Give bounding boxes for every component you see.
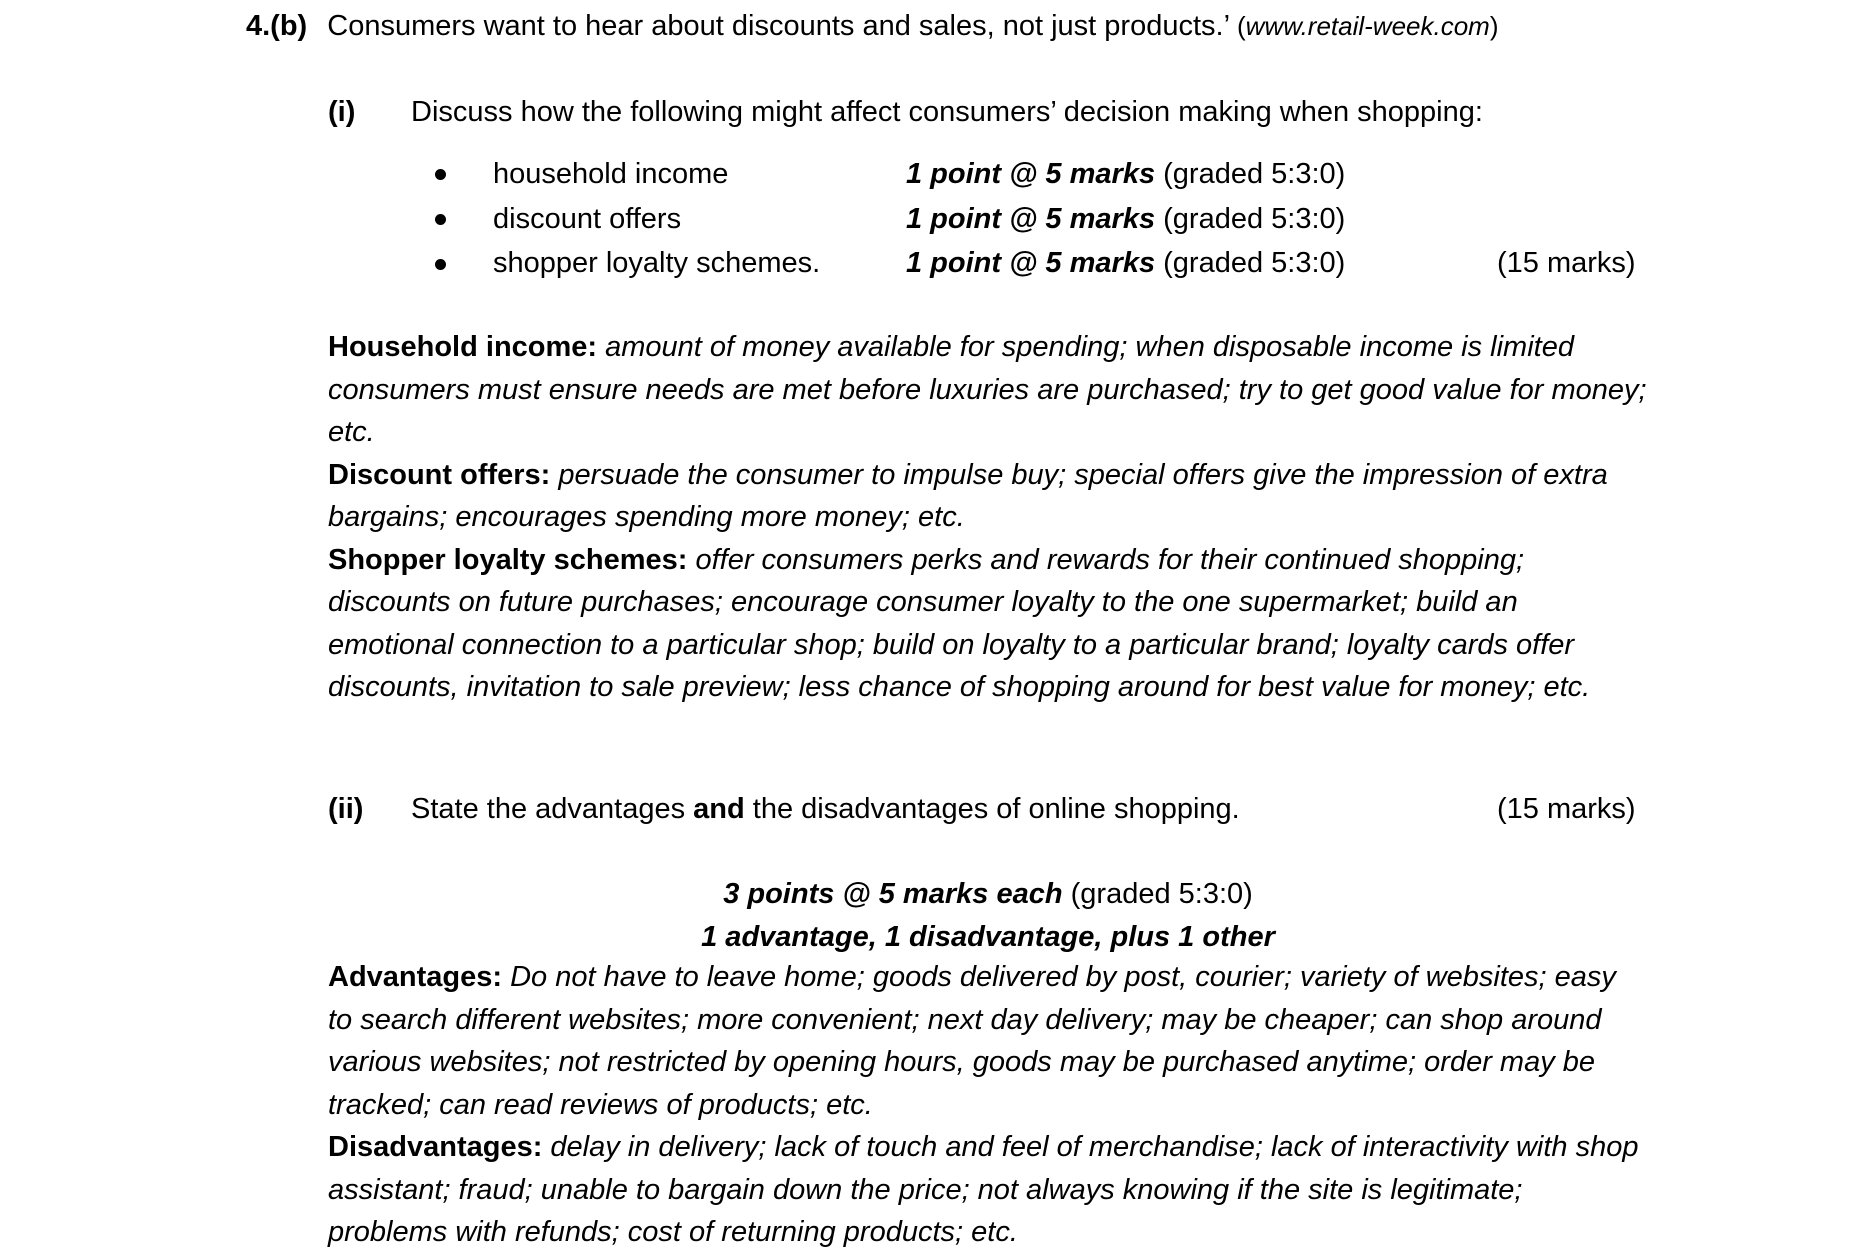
part-ii-answers [328,956,1648,1254]
question-heading [246,9,1499,44]
scheme-points-line [328,877,1648,912]
bullet-text: household income [493,158,729,190]
answer-term: Disadvantages: [328,1131,543,1163]
grading-label: (graded 5:3:0) [1163,158,1346,190]
part-i-prompt: Discuss how the following might affect consumers’ decision making when shopping: [411,96,1483,128]
answer-household-income [328,326,1648,454]
prompt-text: the disadvantages of online shopping. [752,793,1240,825]
points-label: 1 point @ 5 marks [906,158,1156,190]
answer-body: persuade the consumer to impulse buy; special offers give the impression of extra bargains; encourages spending more money; etc. [328,458,1608,533]
part-i-marks: (15 marks) [1497,247,1636,279]
grading-label: (graded 5:3:0) [1163,247,1346,279]
part-i-label: (i) [328,96,356,128]
answer-disadvantages [328,1126,1648,1254]
part-i-answers [328,326,1648,709]
points-label: 1 point @ 5 marks [906,203,1156,235]
answer-discount-offers [328,454,1648,539]
answer-term: Advantages: [328,961,503,993]
prompt-emphasis: and [693,793,745,825]
part-ii-prompt [411,792,1240,827]
question-number: 4.(b) [246,10,308,42]
bullet-icon [435,259,446,270]
source-close-paren: ) [1489,11,1499,41]
prompt-text: State the advantages [411,793,686,825]
grading-label: (graded 5:3:0) [1163,203,1346,235]
answer-body: amount of money available for spending; when disposable income is limited consumers must ensure needs are met before luxuries are purchased; try to get good value for money; etc. [328,331,1647,448]
question-source: www.retail-week.com [1245,11,1490,41]
bullet-marks [906,157,1345,192]
bullet-icon [435,214,446,225]
answer-body: offer consumers perks and rewards for their continued shopping; discounts on future purchases; encourage consumer loyalty to the one supermarket; build an emotional connection to a particular shop; build on loyalty to a particular brand; loyalty cards offer discounts, invitation to sale preview; less chance of shopping around for best value for money; etc. [328,543,1591,703]
bullet-text: shopper loyalty schemes. [493,247,821,279]
answer-shopper-loyalty [328,539,1648,709]
points-label: 1 point @ 5 marks [906,247,1156,279]
answer-body: Do not have to leave home; goods delivered by post, courier; variety of websites; easy to search different websites; more convenient; next day delivery; may be cheaper; can shop around various websites; not restricted by opening hours, goods may be purchased anytime; order may be tracked; can read reviews of products; etc. [328,961,1616,1121]
scheme-mix: 1 advantage, 1 disadvantage, plus 1 other [701,921,1275,953]
part-ii-marks: (15 marks) [1497,793,1636,825]
bullet-icon [435,169,446,180]
answer-term: Shopper loyalty schemes: [328,543,688,576]
question-quote: Consumers want to hear about discounts and sales, not just products.’ [327,10,1229,42]
answer-term: Household income: [328,331,598,363]
bullet-text: discount offers [493,203,682,235]
scheme-points: 3 points @ 5 marks each [723,878,1063,910]
bullet-marks [906,246,1345,281]
source-open-paren: ( [1237,11,1246,41]
bullet-marks [906,202,1345,237]
part-ii-label: (ii) [328,793,364,825]
scheme-grading: (graded 5:3:0) [1070,878,1253,910]
answer-advantages [328,956,1648,1126]
answer-term: Discount offers: [328,458,551,491]
answer-body: delay in delivery; lack of touch and feel of merchandise; lack of interactivity with shop assistant; fraud; unable to bargain down the price; not always knowing if the site is legitimate; problems with refunds; cost of returning products; etc. [328,1131,1639,1248]
